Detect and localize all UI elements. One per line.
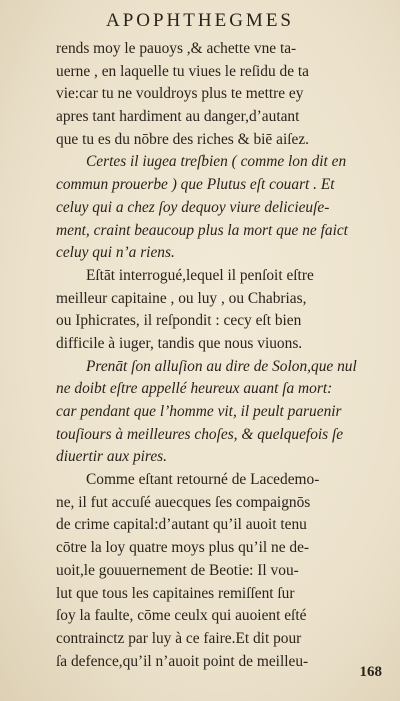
text-line: diuertir aux pires. xyxy=(56,448,168,466)
text-line: ſa defence,qu’il n’auoit point de meilleu- xyxy=(56,652,309,670)
text-line: vie:car tu ne vouldroys plus te mettre ey xyxy=(56,85,304,103)
text-line: Comme eſtant retourné de Lacedemo- xyxy=(86,471,320,489)
text-line: cōtre la loy quatre moys plus qu’il ne de- xyxy=(56,539,310,557)
page-number: 168 xyxy=(359,664,382,680)
text-line: rends moy le pauoys ,& achette vne ta- xyxy=(56,40,297,57)
text-line: car pendant que l’homme vit, il peult paruenir xyxy=(56,403,342,420)
text-line: ne doibt eſtre appellé heureux auant ſa mort: xyxy=(56,380,333,398)
text-line: uerne , en laquelle tu viues le reſidu de ta xyxy=(56,62,309,80)
running-head: APOPHTHEGMES xyxy=(105,10,295,31)
text-line: difficile à iuger, tandis que nous viuons. xyxy=(56,334,303,352)
text-line: meilleur capitaine , ou luy , ou Chabrias, xyxy=(56,289,307,307)
text-line: Eſtāt interrogué,lequel il penſoit eſtre xyxy=(86,266,314,284)
text-line: uoit,le gouuernement de Beotie: Il vou- xyxy=(56,561,299,579)
text-line: que tu es du nōbre des riches & biē aiſez. xyxy=(56,130,310,148)
text-line: Certes il iugea treſbien ( comme lon dit en xyxy=(86,153,347,171)
text-line: celuy qui n’a riens. xyxy=(56,244,175,262)
text-line: contrainctz par luy à ce faire.Et dit pour xyxy=(56,629,302,647)
text-line: Prenāt ſon alluſion au dire de Solon,que nul xyxy=(86,357,357,375)
text-line: ſoy la faulte, cōme ceulx qui auoient eſté xyxy=(56,607,307,625)
text-line: de crime capital:d’autant qu’il auoit tenu xyxy=(56,516,307,534)
text-line: ne, il fut accuſé auecques ſes compaignōs xyxy=(56,493,311,511)
text-line: ment, craint beaucoup plus la mort que ne faict xyxy=(56,221,348,239)
text-line: touſiours à meilleures choſes, & quelquefois ſe xyxy=(56,425,344,443)
text-line: ou Iphicrates, il reſpondit : cecy eſt bien xyxy=(56,312,302,330)
text-line: lut que tous les capitaines remiſſent ſur xyxy=(56,584,295,602)
text-line: commun prouerbe ) que Plutus eſt couart . Et xyxy=(56,176,335,194)
text-block xyxy=(56,38,386,673)
text-line: celuy qui a chez ſoy dequoy viure delicieuſe- xyxy=(56,198,330,216)
text-line: apres tant hardiment au danger,d’autant xyxy=(56,108,300,126)
